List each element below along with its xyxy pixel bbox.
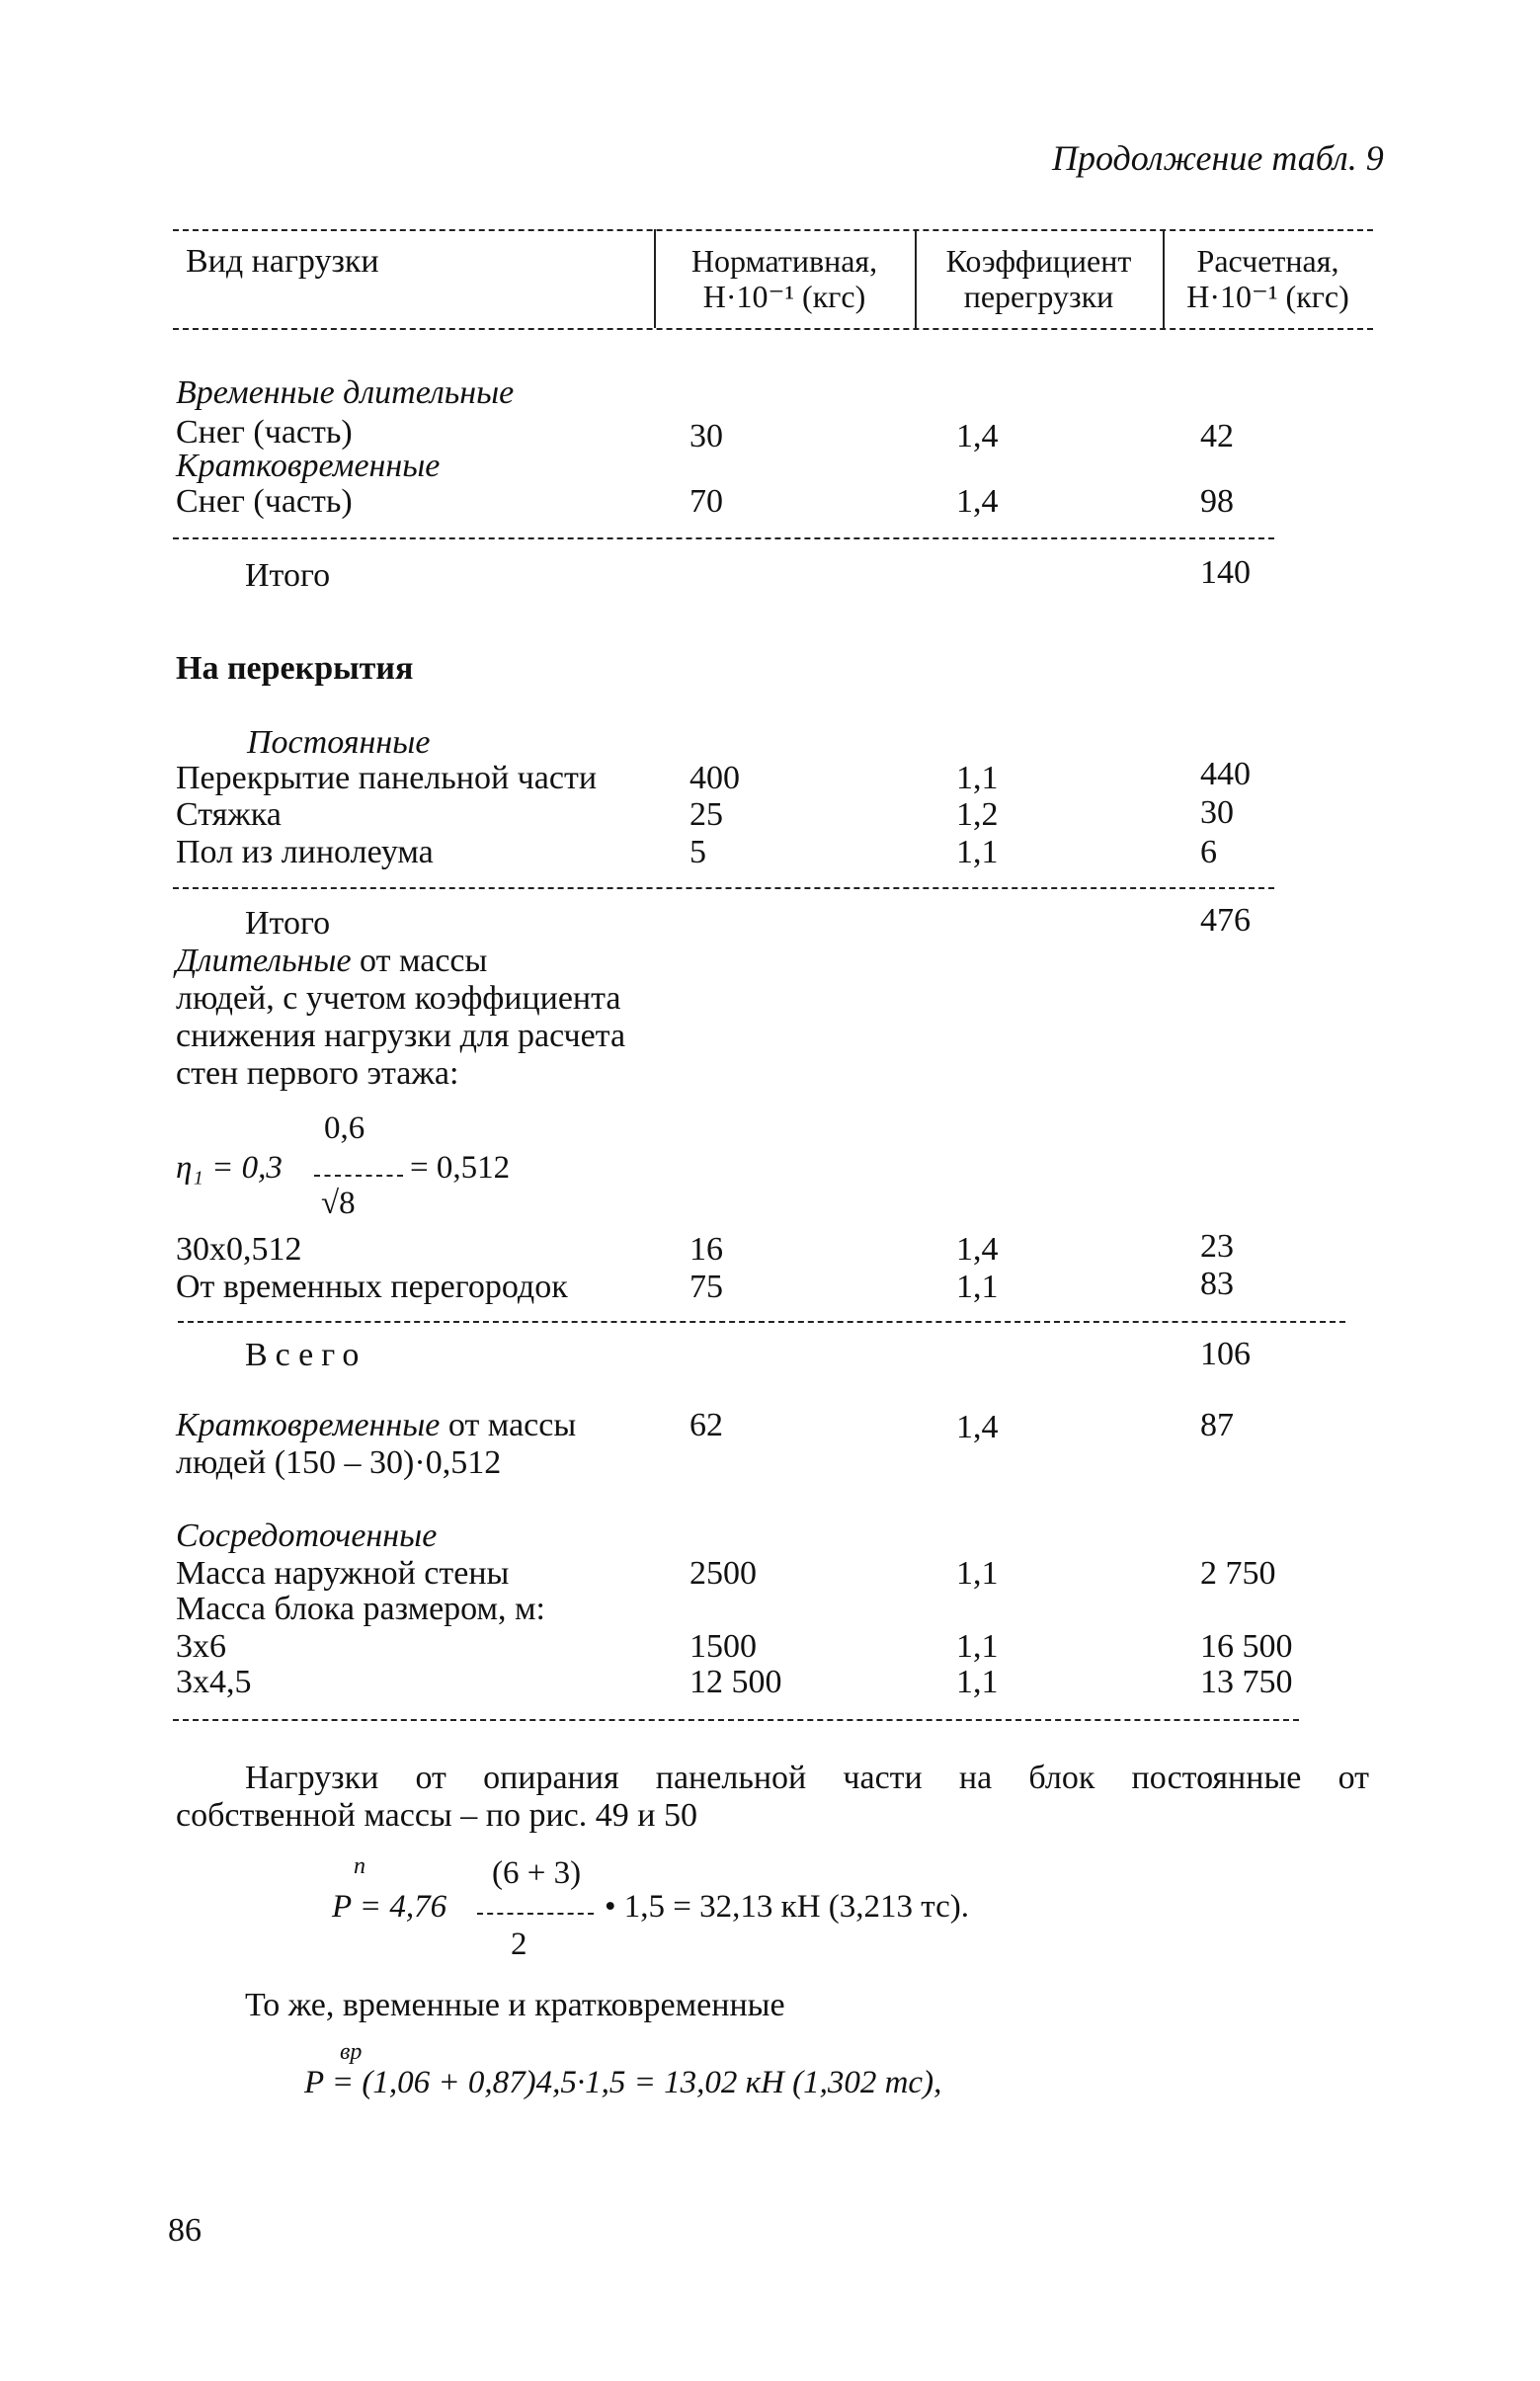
row-norm: 62 — [689, 1407, 723, 1443]
formula-eta-left: η₁ = 0,3 — [176, 1150, 283, 1186]
header-top-rule — [173, 229, 1373, 231]
paragraph-line: То же, временные и кратковременные — [245, 1987, 785, 2023]
section-title-floors: На перекрытия — [176, 650, 414, 687]
page-number: 86 — [168, 2212, 202, 2249]
header-calculated-line2: Н·10⁻¹ (кгс) — [1186, 279, 1349, 314]
row-norm: 5 — [689, 834, 706, 870]
row-norm: 70 — [689, 483, 723, 520]
row-coef: 1,4 — [956, 1409, 999, 1445]
row-norm: 12 500 — [689, 1664, 782, 1700]
formula2-superscript: вр — [340, 2039, 363, 2065]
section2-total-rule — [173, 887, 1274, 889]
row-coef: 1,1 — [956, 834, 999, 870]
total-label: Итого — [245, 905, 331, 942]
total-label: Итого — [245, 557, 331, 594]
formula-eta-denominator: √8 — [321, 1186, 356, 1221]
formula1-denominator: 2 — [511, 1927, 527, 1962]
row-name: Стяжка — [176, 796, 282, 833]
row-coef: 1,2 — [956, 796, 999, 833]
short-term-line2: людей (150 – 30)·0,512 — [176, 1444, 502, 1481]
row-coef: 1,1 — [956, 760, 999, 796]
formula2-expression: P = (1,06 + 0,87)4,5·1,5 = 13,02 кН (1,302 тс), — [304, 2065, 942, 2100]
long-term-line: снижения нагрузки для расчета — [176, 1018, 626, 1054]
row-name: Масса блока размером, м: — [176, 1591, 545, 1627]
row-calc: 42 — [1200, 418, 1234, 454]
row-coef: 1,1 — [956, 1628, 999, 1665]
header-coefficient — [915, 243, 1163, 314]
group-concentrated: Сосредоточенные — [176, 1518, 438, 1554]
row-norm: 25 — [689, 796, 723, 833]
row-coef: 1,1 — [956, 1269, 999, 1305]
row-calc: 98 — [1200, 483, 1234, 520]
long-term-rest: от массы — [351, 943, 488, 979]
row-name: Снег (часть) — [176, 483, 353, 520]
row-calc: 16 500 — [1200, 1628, 1293, 1665]
total-value: 140 — [1200, 554, 1251, 591]
header-calculated — [1163, 243, 1373, 314]
formula1-rhs: • 1,5 = 32,13 кН (3,213 тс). — [605, 1889, 969, 1925]
row-name: От временных перегородок — [176, 1269, 568, 1305]
header-load-type: Вид нагрузки — [186, 243, 379, 280]
row-name: Масса наружной стены — [176, 1555, 510, 1592]
row-name: Перекрытие панельной части — [176, 760, 598, 796]
row-calc: 30 — [1200, 794, 1234, 831]
group-permanent: Постоянные — [247, 724, 431, 761]
row-norm: 75 — [689, 1269, 723, 1305]
formula1-numerator: (6 + 3) — [492, 1855, 582, 1891]
group-temporary-long: Временные длительные — [176, 374, 515, 411]
row-coef: 1,1 — [956, 1555, 999, 1592]
total-value: 476 — [1200, 902, 1251, 939]
long-term-heading — [176, 942, 487, 981]
formula-eta-numerator: 0,6 — [324, 1110, 365, 1146]
table-caption: Продолжение табл. 9 — [1052, 138, 1384, 178]
row-calc: 83 — [1200, 1266, 1234, 1302]
grand-total-rule — [178, 1321, 1345, 1323]
header-normative-line2: Н·10⁻¹ (кгс) — [702, 279, 866, 314]
grand-total-value: 106 — [1200, 1336, 1251, 1372]
formula-eta-fraction-bar — [314, 1175, 403, 1177]
row-norm: 1500 — [689, 1628, 757, 1665]
row-coef: 1,1 — [956, 1664, 999, 1700]
row-norm: 2500 — [689, 1555, 757, 1592]
row-norm: 30 — [689, 418, 723, 454]
row-calc: 87 — [1200, 1407, 1234, 1443]
long-term-italic: Длительные — [176, 943, 352, 979]
short-term-italic: Кратковременные — [176, 1407, 441, 1443]
row-coef: 1,4 — [956, 1231, 999, 1268]
header-coefficient-line2: перегрузки — [963, 279, 1114, 314]
row-coef: 1,4 — [956, 483, 999, 520]
row-calc: 13 750 — [1200, 1664, 1293, 1700]
row-calc: 2 750 — [1200, 1555, 1276, 1592]
row-calc: 6 — [1200, 834, 1217, 870]
row-norm: 16 — [689, 1231, 723, 1268]
short-term-heading — [176, 1406, 576, 1445]
short-term-rest: от массы — [440, 1407, 577, 1443]
formula1-lhs: P = 4,76 — [332, 1889, 447, 1925]
grand-total-label: Всего — [245, 1337, 367, 1373]
row-calc: 23 — [1200, 1228, 1234, 1265]
formula-eta-right: = 0,512 — [410, 1150, 511, 1186]
long-term-line: людей, с учетом коэффициента — [176, 980, 621, 1017]
header-normative-line1: Нормативная, — [690, 243, 878, 279]
row-calc: 440 — [1200, 756, 1251, 792]
row-name: 30х0,512 — [176, 1231, 302, 1268]
paragraph-line: Нагрузки от опирания панельной части на блок постоянные от — [245, 1760, 1369, 1796]
row-norm: 400 — [689, 760, 740, 796]
long-term-line: стен первого этажа: — [176, 1055, 459, 1092]
header-coefficient-line1: Коэффициент — [945, 243, 1132, 279]
formula1-superscript: п — [354, 1853, 365, 1879]
row-name: Пол из линолеума — [176, 834, 434, 870]
row-name: 3х4,5 — [176, 1664, 252, 1700]
header-bottom-rule — [173, 328, 1373, 330]
header-calculated-line1: Расчетная, — [1196, 243, 1339, 279]
table-bottom-rule — [173, 1719, 1299, 1721]
group-short-term: Кратковременные — [176, 448, 441, 484]
row-coef: 1,4 — [956, 418, 999, 454]
formula1-fraction-bar — [477, 1913, 594, 1915]
header-normative — [654, 243, 915, 314]
section1-total-rule — [173, 537, 1274, 539]
row-name: 3х6 — [176, 1628, 226, 1665]
paragraph-line: собственной массы – по рис. 49 и 50 — [176, 1797, 697, 1834]
row-name: Снег (часть) — [176, 414, 353, 451]
